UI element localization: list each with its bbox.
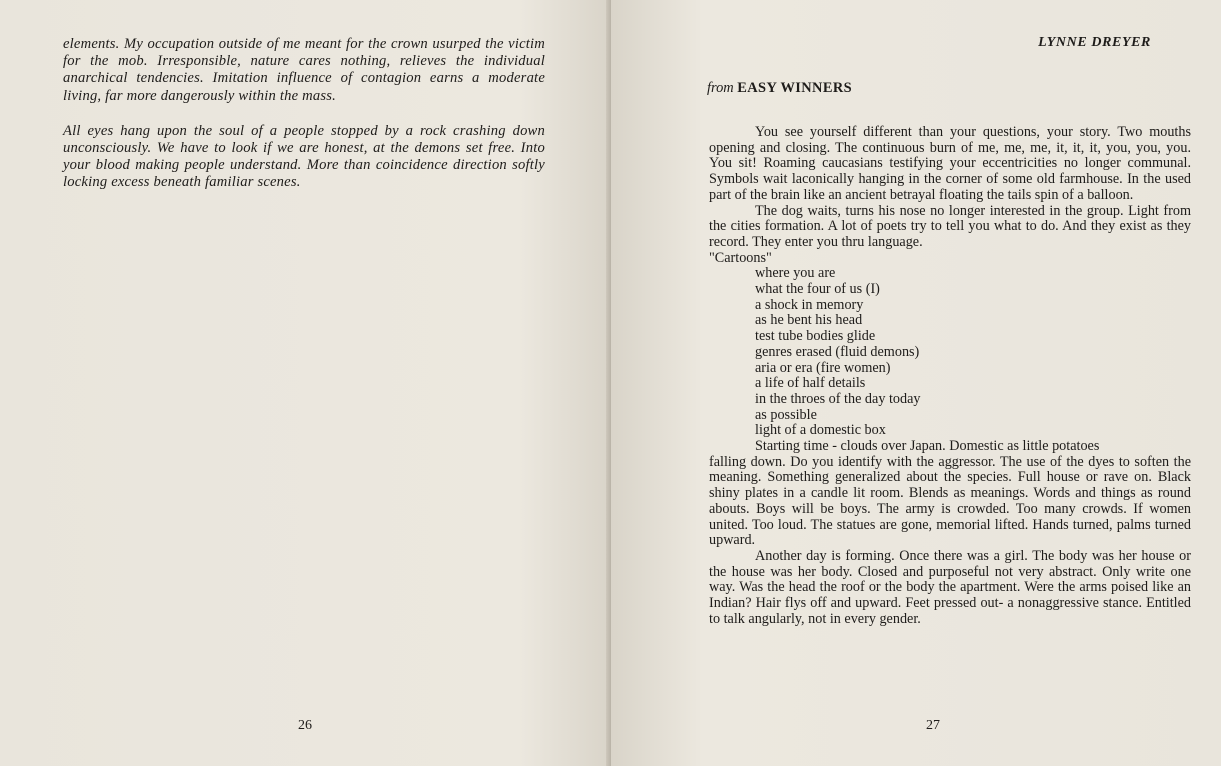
- verse-line: a life of half details: [755, 375, 866, 392]
- verse-list: [709, 266, 1191, 439]
- verse-line: aria or era (fire women): [755, 359, 891, 376]
- verse-line: in the throes of the day today: [755, 390, 921, 407]
- paragraph-3: falling down. Do you identify with the aggressor. The use of the dyes to soften the meaning. Something generalized about the species. Full house or rave on. Black shiny plates in a candle lit room. Blends as meanings. Words and things as round abouts. Boys will be boys. The army is crowded. Too many crowds. If women united. Too loud. The statues are gone, memorial lifted. Hands turned, palms turned upward.: [709, 453, 1191, 549]
- right-page: [611, 0, 1221, 766]
- paragraph-4: Another day is forming. Once there was a girl. The body was her house or the house was her body. Closed and purposeful not very abstract. Only write one way. Was the head the roof or the body the apartment. Were the arms poised like an Indian? Hair flys off and upward. Feet pressed out- a nonaggressive stance. Entitled to talk angularly, not in every gender.: [709, 547, 1191, 627]
- cartoons-label: "Cartoons": [709, 249, 772, 266]
- heading-from: from: [707, 80, 734, 96]
- page-number-right: 27: [926, 718, 940, 733]
- verse-line: as possible: [755, 406, 817, 423]
- paragraph-1: You see yourself different than your questions, your story. Two mouths opening and closing. The continuous burn of me, me, me, it, it, it, you, you, you. You sit! Roaming caucasians testifying your eccentricities no longer communal. Symbols wait laconically hanging in the corner of some old farmhouse. In the used part of the brain like an ancient betrayal floating the tails spin of a balloon.: [709, 124, 1191, 203]
- verse-line: as he bent his head: [755, 312, 863, 329]
- verse-line: what the four of us (I): [755, 281, 880, 298]
- verse-line: test tube bodies glide: [755, 328, 876, 345]
- left-page: [0, 0, 610, 766]
- paragraph-2: The dog waits, turns his nose no longer interested in the group. Light from the cities formation. A lot of poets try to tell you what to do. And they exist as they record. They enter you thru language.: [709, 202, 1191, 250]
- verse-line: a shock in memory: [755, 296, 864, 313]
- verse-line: light of a domestic box: [755, 422, 886, 439]
- poem-body: [709, 125, 1191, 628]
- left-paragraph-2: All eyes hang upon the soul of a people stopped by a rock crashing down unconsciously. We have to look if we are honest, at the demons set free. Into your blood making people understand. More than coincidence direction softly locking excess beneath familiar scenes.: [63, 122, 545, 191]
- verse-line: where you are: [755, 265, 836, 282]
- left-paragraph-1: elements. My occupation outside of me meant for the crown usurped the victim for the mob. Irresponsible, nature cares nothing, relieves the individual anarchical tendencies. Imitation influence of contagion earns a moderate living, far more dangerously within the mass.: [63, 36, 545, 104]
- author-name: LYNNE DREYER: [1038, 35, 1151, 50]
- verse-line: genres erased (fluid demons): [755, 343, 920, 360]
- left-page-text: [63, 36, 545, 210]
- paragraph-3-first-line: Starting time - clouds over Japan. Domestic as little potatoes: [755, 438, 1100, 455]
- poem-title: EASY WINNERS: [737, 80, 853, 96]
- page-number-left: 26: [298, 718, 312, 733]
- poem-heading: [707, 80, 852, 97]
